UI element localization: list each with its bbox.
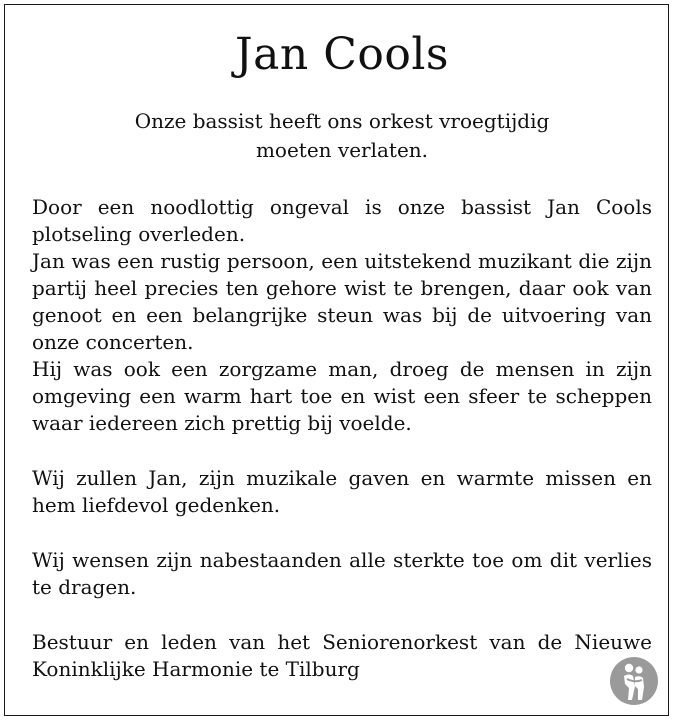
notice-paragraph-condolence: Wij wensen zijn nabestaanden alle sterkte toe om dit verlies te dragen. [32, 548, 652, 599]
notice-signature: Bestuur en leden van het Seniorenorkest van de Nieuwe Koninklijke Harmonie te Tilburg [32, 630, 652, 681]
notice-title: Jan Cools [235, 29, 449, 80]
notice-lead: Onze bassist heeft ons orkest vroegtijdig moeten verlaten. [134, 109, 550, 162]
paragraph-line: Jan was een rustig persoon, een uitstekend muzikant die zijn partij heel precies ten gehore wist te brengen, daar ook van genoot en een belangrijke steun was bij de uitvoering van onze concerten. [32, 249, 652, 354]
embracing-figures-logo-icon [609, 656, 659, 706]
notice-content [32, 27, 652, 711]
notice-paragraph-main [32, 194, 652, 437]
notice-frame [4, 4, 669, 716]
paragraph-line: Door een noodlottig ongeval is onze bassist Jan Cools plotseling overleden. [32, 195, 652, 246]
notice-paragraph-remembrance: Wij zullen Jan, zijn muzikale gaven en warmte missen en hem liefdevol gedenken. [32, 466, 652, 517]
paragraph-line: Hij was ook een zorgzame man, droeg de mensen in zijn omgeving een warm hart toe en wist een sfeer te scheppen waar iedereen zich prettig bij voelde. [32, 357, 652, 435]
